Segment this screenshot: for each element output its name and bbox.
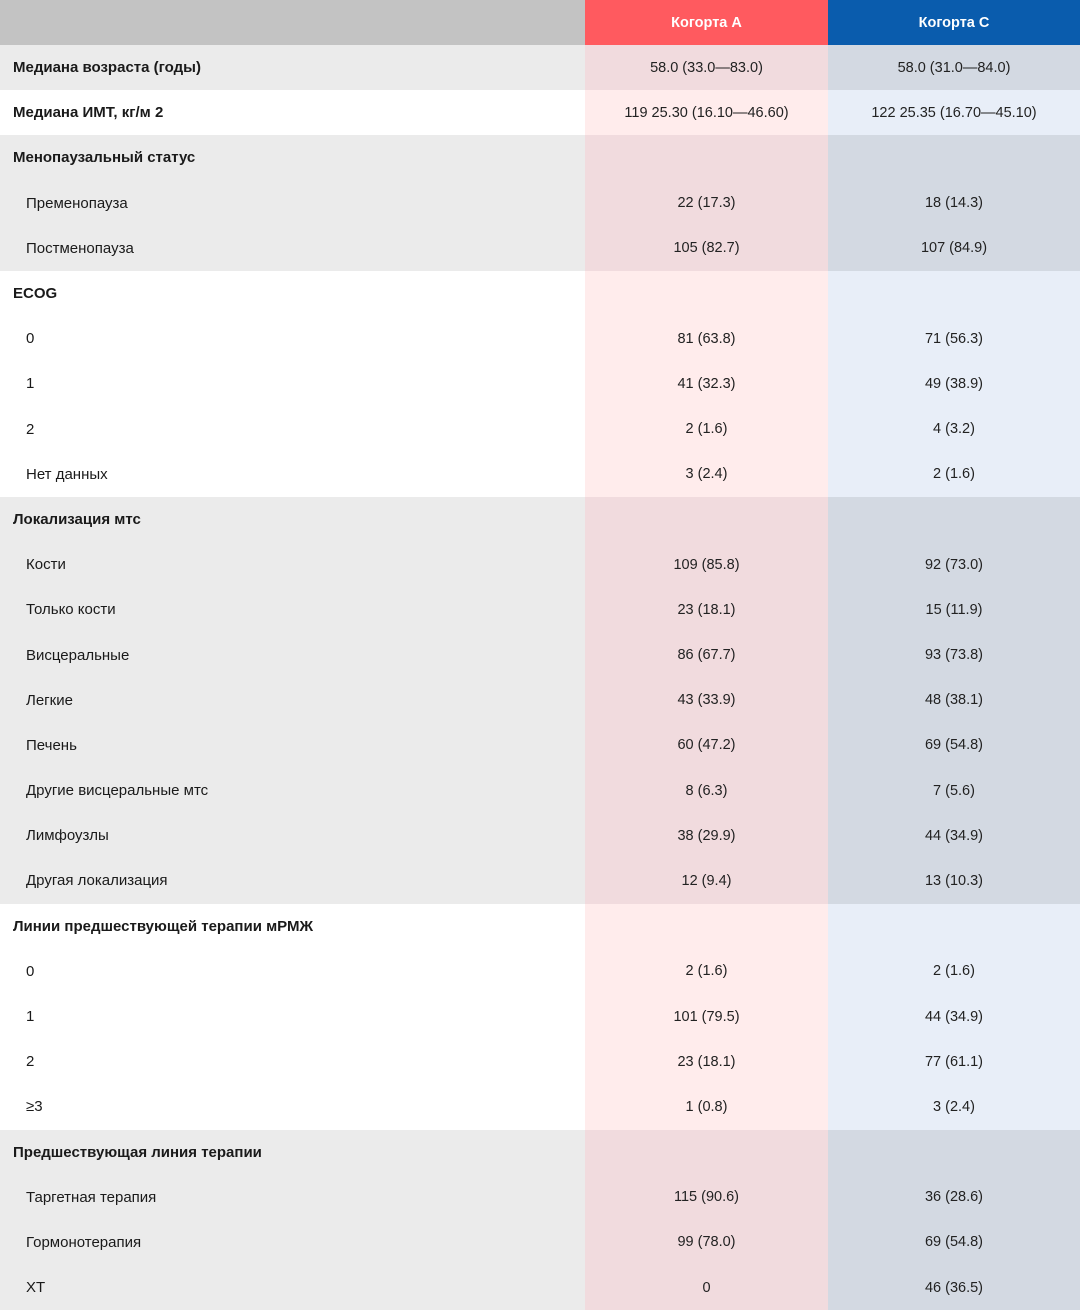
cohort-c-value: 107 (84.9) <box>828 226 1080 271</box>
row-label: Другая локализация <box>0 858 585 903</box>
table-row <box>0 1265 1080 1310</box>
cohort-c-value: 122 25.35 (16.70—45.10) <box>828 90 1080 135</box>
cohort-a-value: 81 (63.8) <box>585 316 828 361</box>
section-label: Менопаузальный статус <box>0 135 585 180</box>
cohort-c-value: 69 (54.8) <box>828 1220 1080 1265</box>
cohort-a-value: 115 (90.6) <box>585 1175 828 1220</box>
cohort-a-value <box>585 1130 828 1175</box>
table-row <box>0 90 1080 135</box>
cohort-a-value: 43 (33.9) <box>585 678 828 723</box>
table-row <box>0 316 1080 361</box>
table-row <box>0 994 1080 1039</box>
cohort-c-value: 36 (28.6) <box>828 1175 1080 1220</box>
cohort-c-value: 46 (36.5) <box>828 1265 1080 1310</box>
table-row <box>0 1084 1080 1129</box>
row-label: Нет данных <box>0 452 585 497</box>
table-row <box>0 949 1080 994</box>
cohort-a-value: 99 (78.0) <box>585 1220 828 1265</box>
header-cohort-a: Когорта А <box>585 0 828 45</box>
header-cohort-c: Когорта С <box>828 0 1080 45</box>
cohort-a-value: 101 (79.5) <box>585 994 828 1039</box>
row-label: Легкие <box>0 678 585 723</box>
row-label: Медиана возраста (годы) <box>0 45 585 90</box>
cohort-a-value: 105 (82.7) <box>585 226 828 271</box>
cohort-a-value <box>585 135 828 180</box>
cohort-c-value: 44 (34.9) <box>828 813 1080 858</box>
cohort-c-value <box>828 497 1080 542</box>
cohort-a-value: 119 25.30 (16.10—46.60) <box>585 90 828 135</box>
table-header <box>0 0 1080 45</box>
cohort-a-value: 0 <box>585 1265 828 1310</box>
cohort-c-value: 92 (73.0) <box>828 542 1080 587</box>
cohort-a-value <box>585 904 828 949</box>
section-label: Предшествующая линия терапии <box>0 1130 585 1175</box>
row-label: Медиана ИМТ, кг/м 2 <box>0 90 585 135</box>
cohort-c-value: 2 (1.6) <box>828 949 1080 994</box>
cohort-a-value: 8 (6.3) <box>585 768 828 813</box>
cohort-a-value <box>585 497 828 542</box>
cohort-c-value <box>828 1130 1080 1175</box>
table-row <box>0 452 1080 497</box>
table-row <box>0 587 1080 632</box>
cohort-a-value: 109 (85.8) <box>585 542 828 587</box>
cohort-a-value: 23 (18.1) <box>585 587 828 632</box>
row-label: Висцеральные <box>0 632 585 677</box>
section-header-row <box>0 1130 1080 1175</box>
cohort-c-value: 48 (38.1) <box>828 678 1080 723</box>
row-label: Печень <box>0 723 585 768</box>
row-label: 2 <box>0 1039 585 1084</box>
table-row <box>0 181 1080 226</box>
table-row <box>0 632 1080 677</box>
cohort-c-value: 44 (34.9) <box>828 994 1080 1039</box>
cohort-a-value <box>585 271 828 316</box>
table-row <box>0 1220 1080 1265</box>
cohort-a-value: 1 (0.8) <box>585 1084 828 1129</box>
cohort-a-value: 12 (9.4) <box>585 858 828 903</box>
cohort-c-value <box>828 904 1080 949</box>
section-label: Локализация мтс <box>0 497 585 542</box>
cohort-a-value: 86 (67.7) <box>585 632 828 677</box>
cohort-c-value: 71 (56.3) <box>828 316 1080 361</box>
cohort-c-value: 15 (11.9) <box>828 587 1080 632</box>
cohort-c-value: 49 (38.9) <box>828 361 1080 406</box>
cohort-a-value: 3 (2.4) <box>585 452 828 497</box>
table-row <box>0 542 1080 587</box>
table-row <box>0 813 1080 858</box>
cohort-a-value: 2 (1.6) <box>585 949 828 994</box>
row-label: Таргетная терапия <box>0 1175 585 1220</box>
row-label: Лимфоузлы <box>0 813 585 858</box>
cohort-c-value: 77 (61.1) <box>828 1039 1080 1084</box>
table-row <box>0 768 1080 813</box>
cohort-a-value: 58.0 (33.0—83.0) <box>585 45 828 90</box>
cohort-a-value: 38 (29.9) <box>585 813 828 858</box>
row-label: ≥3 <box>0 1084 585 1129</box>
row-label: 0 <box>0 316 585 361</box>
table-row <box>0 1039 1080 1084</box>
cohort-c-value: 93 (73.8) <box>828 632 1080 677</box>
cohort-c-value: 3 (2.4) <box>828 1084 1080 1129</box>
cohort-a-value: 41 (32.3) <box>585 361 828 406</box>
cohort-c-value: 13 (10.3) <box>828 858 1080 903</box>
section-header-row <box>0 497 1080 542</box>
cohort-c-value: 58.0 (31.0—84.0) <box>828 45 1080 90</box>
cohort-a-value: 23 (18.1) <box>585 1039 828 1084</box>
row-label: 1 <box>0 361 585 406</box>
table-row <box>0 858 1080 903</box>
cohort-c-value: 4 (3.2) <box>828 407 1080 452</box>
table-row <box>0 45 1080 90</box>
cohort-a-value: 22 (17.3) <box>585 181 828 226</box>
table-row <box>0 1175 1080 1220</box>
section-header-row <box>0 904 1080 949</box>
cohort-c-value <box>828 271 1080 316</box>
cohort-a-value: 2 (1.6) <box>585 407 828 452</box>
row-label: Постменопауза <box>0 226 585 271</box>
section-label: Линии предшествующей терапии мРМЖ <box>0 904 585 949</box>
row-label: ХТ <box>0 1265 585 1310</box>
section-header-row <box>0 271 1080 316</box>
row-label: 2 <box>0 407 585 452</box>
row-label: Пременопауза <box>0 181 585 226</box>
section-header-row <box>0 135 1080 180</box>
cohort-c-value: 69 (54.8) <box>828 723 1080 768</box>
table-row <box>0 723 1080 768</box>
row-label: Другие висцеральные мтс <box>0 768 585 813</box>
cohort-c-value: 7 (5.6) <box>828 768 1080 813</box>
table-row <box>0 226 1080 271</box>
table-row <box>0 678 1080 723</box>
section-label: ECOG <box>0 271 585 316</box>
cohort-c-value <box>828 135 1080 180</box>
table-row <box>0 361 1080 406</box>
cohort-c-value: 2 (1.6) <box>828 452 1080 497</box>
row-label: 1 <box>0 994 585 1039</box>
table-row <box>0 407 1080 452</box>
row-label: 0 <box>0 949 585 994</box>
cohort-c-value: 18 (14.3) <box>828 181 1080 226</box>
row-label: Только кости <box>0 587 585 632</box>
cohort-a-value: 60 (47.2) <box>585 723 828 768</box>
row-label: Гормонотерапия <box>0 1220 585 1265</box>
header-label-cell <box>0 0 585 45</box>
row-label: Кости <box>0 542 585 587</box>
